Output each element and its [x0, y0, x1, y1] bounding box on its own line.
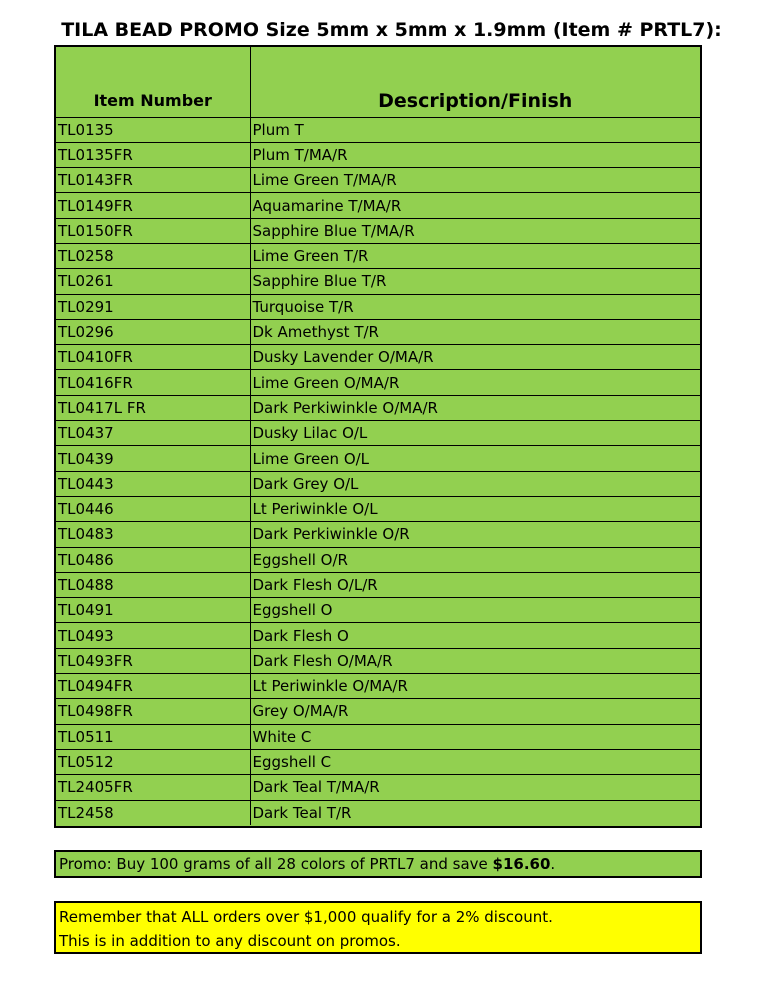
table-row [56, 218, 700, 243]
description-cell: Lime Green O/MA/R [250, 370, 700, 395]
product-table-container [54, 45, 702, 828]
table-row [56, 800, 700, 825]
item-number-cell: TL0498FR [56, 699, 250, 724]
description-cell: Plum T/MA/R [250, 142, 700, 167]
item-number-cell: TL0261 [56, 269, 250, 294]
item-number-cell: TL0483 [56, 522, 250, 547]
promo-end: . [550, 855, 556, 873]
table-row [56, 319, 700, 344]
description-cell: Lime Green T/R [250, 243, 700, 268]
item-number-cell: TL2458 [56, 800, 250, 825]
description-cell: Turquoise T/R [250, 294, 700, 319]
promo-savings: $16.60 [492, 855, 551, 873]
item-number-cell: TL2405FR [56, 775, 250, 800]
item-number-cell: TL0494FR [56, 674, 250, 699]
table-row [56, 168, 700, 193]
table-row [56, 496, 700, 521]
item-number-cell: TL0446 [56, 496, 250, 521]
item-number-cell: TL0143FR [56, 168, 250, 193]
table-row [56, 193, 700, 218]
table-body [56, 117, 700, 825]
table-row [56, 117, 700, 142]
item-number-cell: TL0291 [56, 294, 250, 319]
table-row [56, 243, 700, 268]
item-number-cell: TL0493 [56, 623, 250, 648]
table-row [56, 572, 700, 597]
item-number-cell: TL0135FR [56, 142, 250, 167]
item-number-cell: TL0296 [56, 319, 250, 344]
item-number-cell: TL0488 [56, 572, 250, 597]
table-row [56, 623, 700, 648]
description-cell: Dark Teal T/MA/R [250, 775, 700, 800]
description-header: Description/Finish [250, 47, 700, 117]
item-number-cell: TL0439 [56, 446, 250, 471]
product-table [56, 47, 700, 825]
table-row [56, 269, 700, 294]
description-cell: Dusky Lavender O/MA/R [250, 345, 700, 370]
item-number-cell: TL0512 [56, 749, 250, 774]
table-row [56, 370, 700, 395]
table-row [56, 724, 700, 749]
table-row [56, 421, 700, 446]
item-number-cell: TL0417L FR [56, 395, 250, 420]
item-number-header: Item Number [56, 47, 250, 117]
table-row [56, 446, 700, 471]
description-cell: Dk Amethyst T/R [250, 319, 700, 344]
promo-text: Promo: Buy 100 grams of all 28 colors of PRTL7 and save [59, 855, 493, 873]
description-cell: Dark Teal T/R [252, 803, 352, 822]
notice-line-2: This is in addition to any discount on promos. [59, 932, 401, 950]
item-number-cell: TL0258 [56, 243, 250, 268]
description-cell: Dark Flesh O [250, 623, 700, 648]
table-row [56, 294, 700, 319]
table-row [56, 471, 700, 496]
item-number-cell: TL0437 [56, 421, 250, 446]
table-header-row [56, 47, 700, 117]
promo-box [54, 850, 702, 878]
table-row [56, 598, 700, 623]
description-cell: Dusky Lilac O/L [250, 421, 700, 446]
item-number-cell: TL0149FR [56, 193, 250, 218]
item-number-cell: TL0443 [56, 471, 250, 496]
item-number-cell: TL0493FR [56, 648, 250, 673]
description-cell: Sapphire Blue T/MA/R [250, 218, 700, 243]
description-cell: Lime Green O/L [250, 446, 700, 471]
table-row [56, 522, 700, 547]
item-number-cell: TL0410FR [56, 345, 250, 370]
table-row [56, 648, 700, 673]
item-number-cell: TL0416FR [56, 370, 250, 395]
description-cell: Eggshell O [250, 598, 700, 623]
description-cell: Lime Green T/MA/R [250, 168, 700, 193]
table-row [56, 749, 700, 774]
description-cell: Eggshell O/R [250, 547, 700, 572]
table-row [56, 395, 700, 420]
description-cell: Eggshell C [250, 749, 700, 774]
discount-notice [54, 901, 702, 954]
description-cell: Aquamarine T/MA/R [250, 193, 700, 218]
description-cell: Lt Periwinkle O/MA/R [250, 674, 700, 699]
table-row [56, 547, 700, 572]
description-cell: White C [250, 724, 700, 749]
description-cell: Plum T [250, 117, 700, 142]
item-number-cell: TL0150FR [56, 218, 250, 243]
description-cell: Dark Grey O/L [250, 471, 700, 496]
table-row [56, 775, 700, 800]
notice-line-1: Remember that ALL orders over $1,000 qualify for a 2% discount. [59, 908, 553, 926]
description-cell: Grey O/MA/R [250, 699, 700, 724]
item-number-cell: TL0486 [56, 547, 250, 572]
table-row [56, 345, 700, 370]
table-row [56, 674, 700, 699]
table-row [56, 142, 700, 167]
description-cell: Sapphire Blue T/R [250, 269, 700, 294]
table-row [56, 699, 700, 724]
description-cell: Dark Flesh O/MA/R [250, 648, 700, 673]
description-cell: Dark Perkiwinkle O/MA/R [250, 395, 700, 420]
description-cell: Dark Perkiwinkle O/R [250, 522, 700, 547]
item-number-cell: TL0491 [56, 598, 250, 623]
description-cell: Lt Periwinkle O/L [250, 496, 700, 521]
item-number-cell: TL0135 [56, 117, 250, 142]
item-number-cell: TL0511 [56, 724, 250, 749]
description-cell: Dark Flesh O/L/R [250, 572, 700, 597]
page-title: TILA BEAD PROMO Size 5mm x 5mm x 1.9mm (Item # PRTL7): [61, 19, 722, 41]
